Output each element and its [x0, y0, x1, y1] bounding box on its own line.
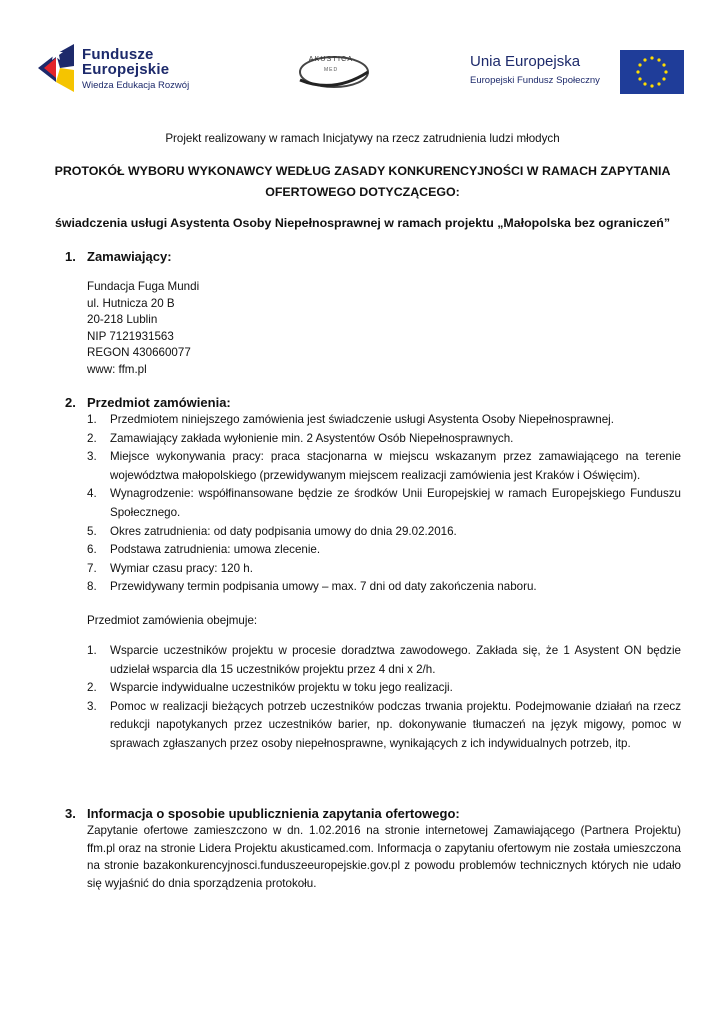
eu-subtitle: Europejski Fundusz Społeczny [470, 75, 600, 86]
list-item: 8. Przewidywany termin podpisania umowy – max. 7 dni od daty zakończenia naboru. [87, 580, 537, 594]
address-line: REGON 430660077 [87, 346, 191, 359]
address-line: Fundacja Fuga Mundi [87, 280, 200, 293]
fundusze-europejskie-star-icon [38, 44, 76, 92]
section2-heading [65, 395, 231, 410]
section2-title: Przedmiot zamówienia: [87, 395, 231, 410]
list-item: 3. Pomoc w realizacji bieżących potrzeb uczestników podczas trwania projektu. Podejmowanie działań na rzecz redukcji napotykanych przez uczestników barier, np. dokonywanie tłumaczeń na język migowy, pomoc w sprawach zgłaszanych przez osoby niepełnosprawne, wynikających z ich indywidualnych potrzeb, itp. [87, 699, 681, 750]
akustica-logo-subtext: MED [323, 67, 339, 73]
eu-title: Unia Europejska [470, 53, 581, 70]
list-item: 4. Wynagrodzenie: współfinansowane będzie ze środków Unii Europejskiej w ramach Europejskiego Funduszu Społecznego. [87, 487, 681, 519]
address-line: NIP 7121931563 [87, 329, 174, 343]
section1-number: 1. [65, 249, 76, 264]
eu-flag-icon [620, 50, 684, 94]
section1-heading [65, 249, 172, 264]
list-item: 7. Wymiar czasu pracy: 120 h. [87, 561, 253, 575]
fe-logo-tagline: Wiedza Edukacja Rozwój [82, 80, 190, 91]
section1-title: Zamawiający: [87, 249, 172, 264]
list-item: 2. Wsparcie indywidualne uczestników projektu w toku jego realizacji. [87, 681, 453, 695]
document-title-line1: PROTOKÓŁ WYBORU WYKONAWCY WEDŁUG ZASADY KONKURENCYJNOŚCI W RAMACH ZAPYTANIA [54, 164, 671, 178]
section2-number: 2. [65, 395, 76, 410]
list-item: 5. Okres zatrudnienia: od daty podpisania umowy do dnia 29.02.2016. [87, 524, 457, 538]
contractor-address [87, 279, 199, 378]
akustica-logo-text: AKUSTICA [308, 56, 354, 63]
order-details-list [87, 411, 681, 597]
list-item: 3. Miejsce wykonywania pracy: praca stacjonarna w miejscu wskazanym przez zamawiającego na terenie województwa małopolskiego (przewidywanym miejscem realizacji zamówienia jest Kraków i Oświęcim). [87, 450, 681, 482]
fe-logo-line2: Europejskie [82, 61, 170, 78]
address-line: 20-218 Lublin [87, 313, 158, 326]
akustica-med-logo [290, 50, 372, 92]
section3-number: 3. [65, 806, 76, 821]
scope-list [87, 642, 681, 754]
project-intro: Projekt realizowany w ramach Inicjatywy na rzecz zatrudnienia ludzi młodych [165, 132, 560, 145]
address-line: www: ffm.pl [87, 362, 147, 376]
document-subject: świadczenia usługi Asystenta Osoby Niepełnosprawnej w ramach projektu „Małopolska bez ograniczeń” [54, 216, 671, 230]
section3-heading [65, 806, 460, 821]
list-item: 1. Przedmiotem niniejszego zamówienia jest świadczenie usługi Asystenta Osoby Niepełnosprawnej. [87, 413, 614, 426]
fundusze-europejskie-logo [38, 44, 208, 96]
fe-logo-line1: Fundusze [82, 46, 154, 63]
list-item: 1. Wsparcie uczestników projektu w procesie doradztwa zawodowego. Zakłada się, że 1 Asystent ON będzie udzielał wsparcia dla 15 uczestników projektu przez 4 dni x 2/h. [87, 644, 681, 676]
scope-intro: Przedmiot zamówienia obejmuje: [87, 614, 258, 627]
section3-title: Informacja o sposobie upublicznienia zapytania ofertowego: [87, 806, 460, 821]
section3-body: Zapytanie ofertowe zamieszczono w dn. 1.02.2016 na stronie internetowej Zamawiającego (Partnera Projektu) ffm.pl oraz na stronie Lidera Projektu akusticamed.com. Informacja o zapytaniu ofertowym nie została umieszczona na stronie bazakonkurencyjnosci.funduszeeuropejskie.gov.pl z powodu problemów technicznych których nie udało się wyjaśnić do dnia sporządzenia protokołu. [87, 824, 681, 890]
unia-europejska-logo [470, 50, 686, 96]
list-item: 6. Podstawa zatrudnienia: umowa zlecenie. [87, 543, 321, 557]
document-title-line2: OFERTOWEGO DOTYCZĄCEGO: [265, 185, 460, 199]
address-line: ul. Hutnicza 20 B [87, 296, 175, 310]
list-item: 2. Zamawiający zakłada wyłonienie min. 2 Asystentów Osób Niepełnosprawnych. [87, 431, 514, 445]
